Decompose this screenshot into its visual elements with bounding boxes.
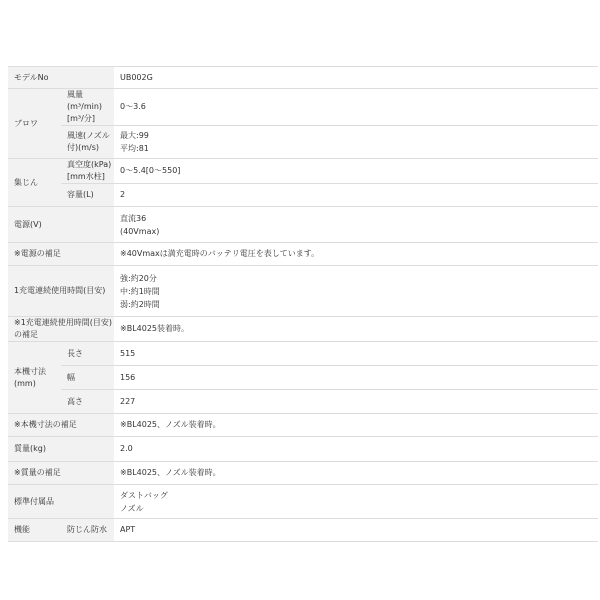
spec-group-label: 集じん: [8, 159, 61, 207]
spec-label: 標準付属品: [8, 485, 114, 519]
spec-row-capacity: [8, 184, 598, 207]
spec-value: UB002G: [114, 67, 598, 89]
spec-value-line: 中:約1時間: [120, 286, 160, 296]
spec-row-dims-note: [8, 414, 598, 437]
spec-value: 156: [114, 366, 598, 390]
spec-row-mass: [8, 437, 598, 462]
spec-value-line: 平均:81: [120, 144, 149, 153]
spec-group-label: 本機寸法(mm): [8, 342, 61, 414]
spec-value: [114, 207, 598, 243]
spec-value: APT: [114, 519, 598, 542]
spec-label: ※質量の補足: [8, 462, 114, 485]
spec-value: [114, 126, 598, 159]
spec-row-height: [8, 390, 598, 414]
spec-row-runtime: [8, 266, 598, 317]
spec-sublabel: 高さ: [61, 390, 114, 414]
spec-value: 2: [114, 184, 598, 207]
spec-value-line: 直流36: [120, 213, 147, 223]
spec-sublabel: 容量(L): [61, 184, 114, 207]
spec-value-line: (40Vmax): [120, 226, 160, 236]
spec-value: ※BL4025装着時。: [114, 317, 598, 342]
spec-row-width: [8, 366, 598, 390]
spec-group-label: 機能: [8, 519, 61, 542]
spec-row-length: [8, 342, 598, 366]
spec-row-power: [8, 207, 598, 243]
spec-label: ※1充電連続使用時間(目安)の補足: [8, 317, 114, 342]
spec-value: 515: [114, 342, 598, 366]
spec-label: モデルNo: [8, 67, 114, 89]
spec-label: ※本機寸法の補足: [8, 414, 114, 437]
spec-row-function: [8, 519, 598, 542]
spec-value: ※BL4025、ノズル装着時。: [114, 414, 598, 437]
spec-value: [114, 266, 598, 317]
spec-value-line: 最大:99: [120, 131, 149, 140]
spec-sublabel: 長さ: [61, 342, 114, 366]
spec-row-model: [8, 67, 598, 89]
spec-sublabel: 風速(ノズル付)(m/s): [61, 126, 114, 159]
spec-row-airflow: [8, 89, 598, 126]
spec-sublabel: 防じん防水: [61, 519, 114, 542]
spec-label: ※電源の補足: [8, 243, 114, 266]
spec-row-mass-note: [8, 462, 598, 485]
spec-value-line: ノズル: [120, 503, 144, 513]
spec-value: ※BL4025、ノズル装着時。: [114, 462, 598, 485]
spec-value-line: ダストバッグ: [120, 490, 168, 500]
spec-row-vacuum: [8, 159, 598, 184]
spec-value-line: 強:約20分: [120, 273, 157, 283]
spec-value: 227: [114, 390, 598, 414]
spec-group-label: ブロワ: [8, 89, 61, 159]
spec-sublabel: 風量(m³/min)[m³/分]: [61, 89, 114, 126]
spec-sublabel: 真空度(kPa)[mm水柱]: [61, 159, 114, 184]
spec-value: 2.0: [114, 437, 598, 462]
spec-label: 電源(V): [8, 207, 114, 243]
spec-value-line: 弱:約2時間: [120, 299, 160, 309]
spec-value: [114, 485, 598, 519]
spec-value: 0～5.4[0～550]: [114, 159, 598, 184]
spec-table: [8, 66, 598, 542]
spec-row-accessories: [8, 485, 598, 519]
spec-label: 1充電連続使用時間(目安): [8, 266, 114, 317]
spec-row-airspeed: [8, 126, 598, 159]
spec-value: 0～3.6: [114, 89, 598, 126]
spec-row-power-note: [8, 243, 598, 266]
spec-sublabel: 幅: [61, 366, 114, 390]
spec-label: 質量(kg): [8, 437, 114, 462]
spec-row-runtime-note: [8, 317, 598, 342]
spec-value: ※40Vmaxは満充電時のバッテリ電圧を表しています。: [114, 243, 598, 266]
